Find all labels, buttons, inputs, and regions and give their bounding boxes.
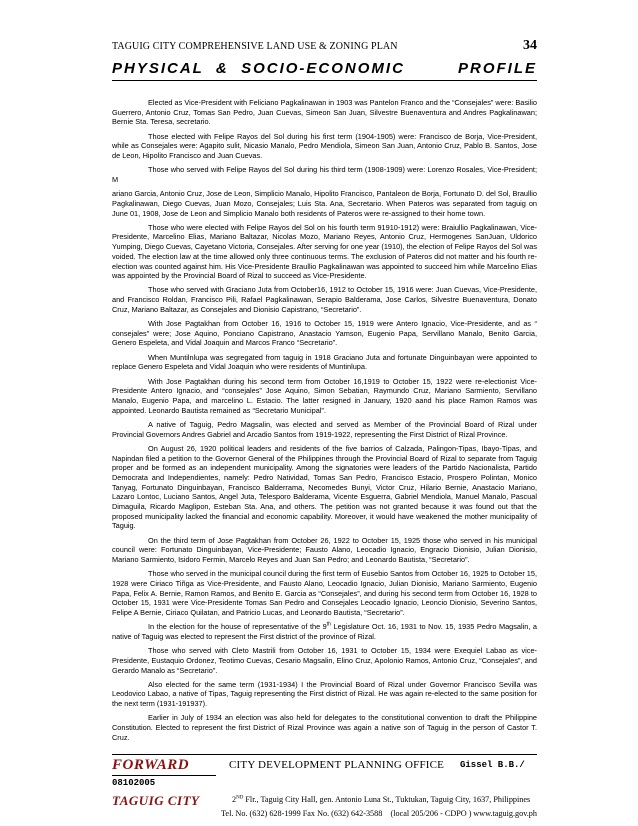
paragraph: ariano Garcia, Antonio Cruz, Jose de Leon, Simplicio Manalo, Hipolito Francisco, Pantaleon de Borja, Fortunato D. del Sol, Braullio Pagkalinawan, Diego Cuevas, Juan Mozo, Consejales; Luis Sta. Ana, Secretario. When Pateros was separated from taguig on June 01, 1908, Jose de Leon and Simplicio Manalo both residents of Pateros were re-assigned to their home town. (112, 189, 537, 218)
page-number: 34 (523, 38, 537, 53)
legislature-superscript: th (326, 621, 331, 628)
forward-logo: FORWARD (112, 757, 190, 773)
paragraph: Also elected for the same term (1931-1934) I the Provincial Board of Rizal under Governor Francisco Sevilla was Leodovico Labao, a native of Tipas, Taguig representing the First district of Rizal. He was again re-elected to the same position for the next term (1931-191937). (112, 679, 537, 709)
header-title: TAGUIG CITY COMPREHENSIVE LAND USE & ZONING PLAN (112, 41, 398, 52)
paragraph: With Jose Pagtakhan during his second term from October 16,1919 to October 15, 1922 were re-electionist Vice-Presidente Antero Ignacio, and “consejales” Jose Aquino, Simon Sebatian, Raymundo Cruz, Mariano Sarmiento, Servillano Manalo, Eugenio Papa, and marcelino L. Estacio. The latter resigned in January, 1920 aand his place Ramon Ramos was appointed. Leonardo Bautista remained as “Secretario Municipal”. (112, 376, 537, 415)
paragraph: Elected as Vice-President with Feliciano Pagkalinawan in 1903 was Pantelon Franco and the “Consejales” were: Basilio Guerrero, Antonio Cruz, Tomas San Pedro, Juan Cuevas, Simeon San Juan, Silvestre Buenaventura and Andres Pagkalinawan; Bernie Sta. Teresa, secretario. (112, 98, 537, 127)
legislature-text-after: Legislature Oct. 16, 1931 to Nov. 15, 1935 Pedro Magsalin, a native of Taguig was elected to represent the First district of the province of Rizal. (112, 622, 538, 641)
paragraph: With Jose Pagtakhan from October 16, 1916 to October 15, 1919 were Antero Ignacio, Vice-Presidente, and as “ consejales” were; Jose Aquino, Ponciano Capistrano, Anastacio Yamson, Eugenio Papa, Servillano Manalo, Benito Garcia, Genero Espeleta, and Vidal Joaquin and Marcos Franco “Secretario”. (112, 319, 537, 348)
forward-underline (112, 775, 216, 776)
website-link[interactable]: www.taguig.gov.ph (473, 809, 537, 818)
footer-divider (112, 754, 537, 755)
paragraph: Those who were elected with Felipe Rayos del Sol on his fourth term 91910-1912) were: Braiullio Pagkalinawan, Vice-Presidente, Marcelino Elias, Mariano Baltazar, Nicolas Mozo, Mariano Reyes, Antonio Cruz, Hermogenes SanJuan, Uldorico Yumping, Diego Cuevas, Cayetano Victoria, Consejales. After serving for one year (1910), the election of Felipe Rayos del Sol was voided. The election law at the time allowed only three continuous terms. The exclusion of Pateros did not matter and his fourth re-election was counted against him. His Vice-Presidente Braullio Pagkalinawan was appointed to succeed him while Marcelino Elias was appointed by the Provincial Board of Rizal to succeed as Vice-Presidente. (112, 222, 537, 281)
section-divider (112, 80, 537, 81)
paragraph: Earlier in July of 1934 an election was also held for delegates to the constitutional convention to draft the Philippine Constitution. Elected to represent the first District of Rizal Province was again a native son of Taguig in the person of Castor T. Cruz. (112, 713, 537, 742)
office-name: CITY DEVELOPMENT PLANNING OFFICE (229, 759, 445, 771)
contact-line (221, 809, 537, 818)
legislature-text-before: In the election for the house of representative of the 9 (148, 622, 327, 632)
office-address (232, 795, 530, 804)
author-initials: Gissel B.B./ (460, 760, 525, 770)
section-heading (112, 60, 537, 77)
paragraph: Those who served with Felipe Rayos del Sol during his third term (1908-1909) were: Lorenzo Rosales, Vice-President; M (112, 165, 537, 184)
taguig-city-logo: TAGUIG CITY (112, 793, 200, 808)
paragraph: On the third term of Jose Pagtakhan from October 26, 1922 to October 15, 1925 those who served in his municipal council were: Fortunato Dinguinbayan, Vice-Presidente; Fausto Alano, Leocadio Ignacio, Engracio Dionisio, Julian Dionisio, Mariano Sarmiento, Isidoro Fermin, Marcelo Reyes and Juan San Pedro; and Leonardo Bautista, “Secretario”. (112, 535, 537, 565)
running-header (112, 38, 537, 54)
address-floor-suffix: ND (236, 795, 244, 801)
paragraph: Those elected with Felipe Rayos del Sol during his first term (1904-1905) were: Francisco de Borja, Vice-President, while as Consejales were: Agapito sulit, Nicasio Manalo, Pedro Mendiola, Simeon San Juan, Antonio Cruz, Pablo B. Santos, Jose de Leon, Hipolito Francisco and Juan Cuevas. (112, 131, 537, 161)
paragraph: When Muntilnlupa was segregated from taguig in 1918 Graciano Juta and fortunate Dinguinbayan were appointed to replace Genero Espeleta and Vidal Joaquin who were residents of Muntinlupa. (112, 352, 537, 372)
document-number: 08102005 (112, 778, 156, 788)
address-street: Flr., Taguig City Hall, gen. Antonio Luna St., Tuktukan, Taguig City, 1637, Philippines (243, 795, 531, 804)
paragraph: On August 26, 1920 political leaders and residents of the five barrios of Calzada, Palingon-Tipas, Ibayo-Tipas, and Napindan filed a petition to the Governor General of the Philippines through the Provincial Board of Rizal to separate from Taguig proper and be formed as an independent municipality. Among the signatories were leaders of the Partido Nacionalista, Partido Democrata and Independientes, namely: Pedro Natividad, Tomas San Pedro, Francisco Estacio, Prospero Polintan, Monico Tanyag, Fortunato Dinguinbayan, Francisco Balderrama, Necomedes Bunyi, Victor Cruz, Hilario Bernie, Anastacio Mariano, Lazaro Lontoc, Luciano Santos, Angel Juta, Telesporo Balderama, Vicente Esguerra, Gabriel Mendiola, Manuel Manalo, Pascual Dimaguila, Ricardo Maglipon, Esteban Sta. Ana, and others. The petition was not granted because it was found out that the proposed municipality lacked the financial and economic capability. Moreover, it would have weakened the mother municipality of Taguig. (112, 443, 537, 531)
paragraph: Those who served with Cleto Mastrili from October 16, 1931 to October 15, 1934 were Exequiel Labao as vice-Presidente, Eustaquio Ordonez, Teotimo Cuevas, Cesario Magsalin, Elino Cruz, Apolonio Ramos, Antonio Cruz, “Consejales”, and Gerardo Manalo as “Secretario”. (112, 646, 537, 675)
address-floor: 2 (232, 795, 237, 804)
body-text (112, 98, 537, 747)
paragraph: Those who served with Graciano Juta from October16, 1912 to October 15, 1916 were: Juan Cuevas, Vice-Presidente, and Francisco Roldan, Francisco Pili, Rafael Pagkalinawan, Serapio Balderama, Jose Carlos, Silvestre Buenaventura, Donato Cruz, Mariano Baltazar, as Consejales and Dionisio Capistrano, “Secretario”. (112, 285, 537, 314)
paragraph: A native of Taguig, Pedro Magsalin, was elected and served as Member of the Provincial Board of Rizal under Provincial Governors Andres Gabriel and Arcadio Santos from 1919-1922, representing the First District of Rizal Province. (112, 419, 537, 439)
section-title-right: PROFILE (457, 60, 537, 77)
section-title-left: PHYSICAL & SOCIO-ECONOMIC (112, 60, 405, 77)
paragraph: Those who served in the municipal council during the first term of Eusebio Santos from October 16, 1925 to October 15, 1928 were Ciriaco Tiñga as Vice-Presidente, and Fausto Alano, Leocadio Ignacio, Julian Dionisio, Mariano Sarmiento, Eugenio Papa, Felix A. Bernie, Ramon Ramos, and Benito E. Garcia as “Consejales”, and during his second term from October 16, 1928 to October 15, 1931 were Vice-Presidente Tomas San Pedro and Consejales Leocadio Ignacio, Leoncio Dionisio, Severino Santos, Felipe A Bernie, Ciriaco Quilatan, and Patricio Lucas, and Leonardo Bautista, “Secretario”. (112, 569, 538, 618)
contact-numbers: Tel. No. (632) 628-1999 Fax No. (632) 642-3588 (local 205/206 - CDPO ) (221, 809, 472, 818)
paragraph-legislature (112, 622, 537, 641)
